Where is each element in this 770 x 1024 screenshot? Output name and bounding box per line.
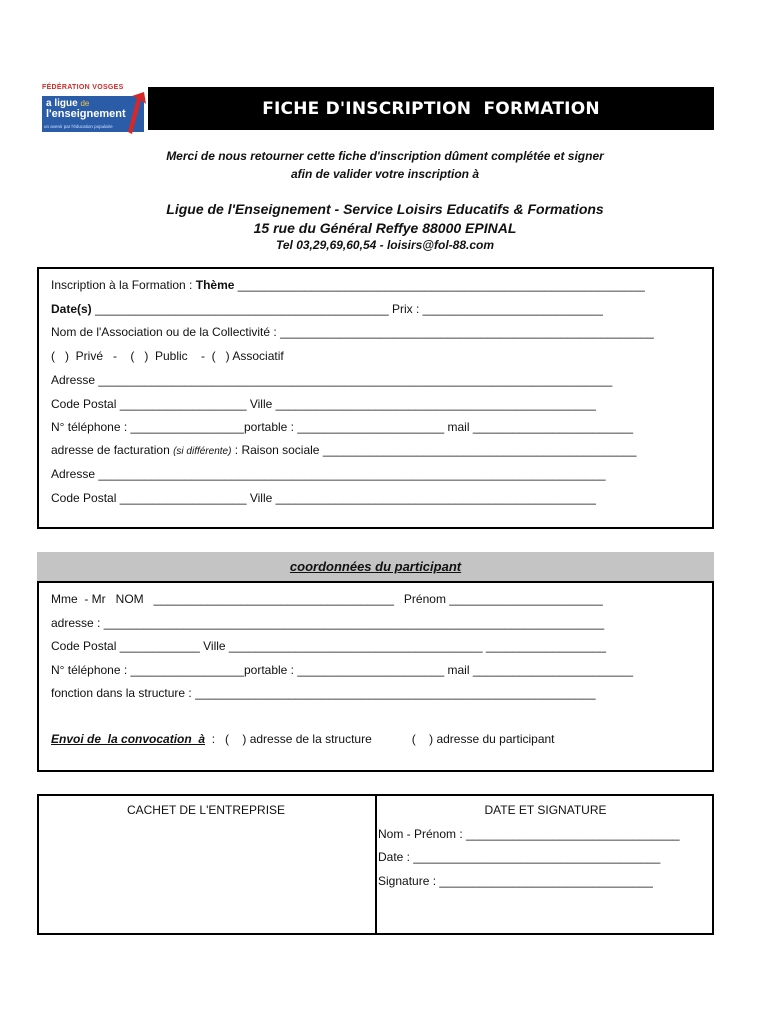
billing-address-field[interactable]: Adresse ____________________________________________________________________________ [51, 467, 606, 481]
theme-row[interactable] [51, 278, 645, 292]
intro-line-1: Merci de nous retourner cette fiche d'inscription dûment complétée et signer [166, 149, 604, 163]
logo-line1-suffix: de [80, 99, 90, 108]
date-signature-title: DATE ET SIGNATURE [484, 803, 607, 817]
dates-label: Date(s) [51, 302, 92, 316]
participant-address-field[interactable]: adresse : ___________________________________________________________________________ [51, 616, 605, 630]
logo-federation-name: VOSGES [92, 84, 124, 91]
participant-function-field[interactable]: fonction dans la structure : ____________________________________________________________ [51, 686, 596, 700]
theme-label: Inscription à la Formation : [51, 278, 196, 292]
participant-name-field[interactable]: Mme - Mr NOM ____________________________________ Prénom _______________________ [51, 592, 603, 606]
org-name: Ligue de l'Enseignement - Service Loisirs Educatifs & Formations [166, 201, 604, 217]
billing-note: (si différente) [173, 446, 232, 457]
billing-company-field[interactable]: : Raison sociale _______________________________________________ [231, 443, 637, 457]
logo-line2: l'enseignement [46, 108, 126, 120]
theme-label-bold: Thème [195, 278, 235, 292]
org-contact: Tel 03,29,69,60,54 - loisirs@fol-88.com [275, 238, 495, 252]
signer-name-field[interactable]: Nom - Prénom : ________________________________ [378, 827, 680, 841]
logo-federation-prefix: FÉDÉRATION [42, 84, 90, 91]
logo-tagline: un avenir par l'éducation populaire [44, 124, 113, 129]
logo-arrow-icon [126, 90, 148, 136]
org-address: 15 rue du Général Reffye 88000 EPINAL [253, 220, 517, 236]
participant-phone-field[interactable]: N° téléphone : _________________portable : ______________________ mail ________________________ [51, 663, 634, 677]
logo-federation [42, 84, 124, 91]
postal-city-field[interactable]: Code Postal ___________________ Ville ________________________________________________ [51, 397, 596, 411]
logo [40, 84, 150, 138]
convocation-options[interactable]: : ( ) adresse de la structure ( ) adresse du participant [205, 732, 555, 746]
participant-postal-city-field[interactable]: Code Postal ____________ Ville ______________________________________ __________________ [51, 639, 606, 653]
billing-label: adresse de facturation [51, 443, 174, 457]
form-title: FICHE D'INSCRIPTION FORMATION [262, 98, 600, 119]
signature-field[interactable]: Signature : ________________________________ [378, 874, 653, 888]
dates-row[interactable] [51, 302, 603, 316]
address-field[interactable]: Adresse _____________________________________________________________________________ [51, 373, 613, 387]
convocation-label: Envoi de la convocation à [51, 732, 206, 746]
billing-row[interactable] [51, 443, 636, 457]
association-field[interactable]: Nom de l'Association ou de la Collectivité : ________________________________________________________ [51, 325, 654, 339]
phone-field[interactable]: N° téléphone : _________________portable : ______________________ mail ________________________ [51, 420, 634, 434]
signature-date-field[interactable]: Date : _____________________________________ [378, 850, 661, 864]
participant-section-title: coordonnées du participant [289, 559, 462, 574]
convocation-row[interactable] [51, 732, 555, 746]
theme-field[interactable]: _____________________________________________________________ [234, 278, 645, 292]
logo-line1-text: a ligue [46, 98, 78, 109]
billing-postal-city-field[interactable]: Code Postal ___________________ Ville ________________________________________________ [51, 491, 596, 505]
intro-line-2: afin de valider votre inscription à [290, 167, 480, 181]
company-stamp-label: CACHET DE L'ENTREPRISE [126, 803, 286, 817]
dates-price-field[interactable]: ____________________________________________ Prix : ___________________________ [91, 302, 603, 316]
structure-type-options[interactable]: ( ) Privé - ( ) Public - ( ) Associatif [51, 349, 284, 363]
form-title-banner [148, 87, 714, 130]
